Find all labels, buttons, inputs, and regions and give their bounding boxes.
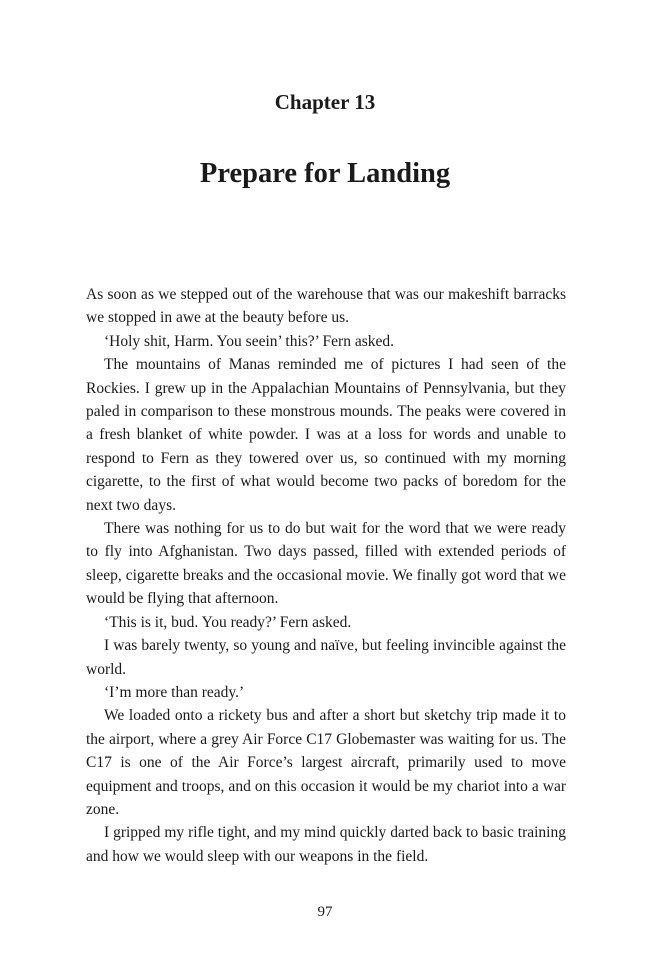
page-number: 97 <box>317 904 333 920</box>
paragraph: As soon as we stepped out of the warehouse that was our makeshift barracks we stopped in awe at the beauty before us. <box>86 286 566 327</box>
body-text <box>86 283 566 868</box>
paragraph: ‘Holy shit, Harm. You seein’ this?’ Fern asked. <box>104 332 395 350</box>
paragraph: I was barely twenty, so young and naïve, but feeling invincible against the world. <box>86 637 566 678</box>
chapter-number: Chapter 13 <box>274 90 376 114</box>
paragraph: ‘This is it, bud. You ready?’ Fern asked. <box>104 613 352 631</box>
paragraph: ‘I’m more than ready.’ <box>104 683 245 701</box>
chapter-title: Prepare for Landing <box>199 158 451 189</box>
paragraph: The mountains of Manas reminded me of pictures I had seen of the Rockies. I grew up in the Appalachian Mountains of Pennsylvania, but they paled in comparison to these monstrous mounds. The peaks were covered in a fresh blanket of white powder. I was at a loss for words and unable to respond to Fern as they towered over us, so continued with my morning cigarette, to the first of what would become two packs of boredom for the next two days. <box>86 356 566 514</box>
paragraph: I gripped my rifle tight, and my mind quickly darted back to basic training and how we would sleep with our weapons in the field. <box>86 824 566 865</box>
paragraph: There was nothing for us to do but wait for the word that we were ready to fly into Afghanistan. Two days passed, filled with extended periods of sleep, cigarette breaks and the occasional movie. We finally got word that we would be flying that afternoon. <box>86 520 566 608</box>
paragraph: We loaded onto a rickety bus and after a short but sketchy trip made it to the airport, where a grey Air Force C17 Globemaster was waiting for us. The C17 is one of the Air Force’s largest aircraft, primarily used to move equipment and troops, and on this occasion it would be my chariot into a war zone. <box>86 707 566 818</box>
